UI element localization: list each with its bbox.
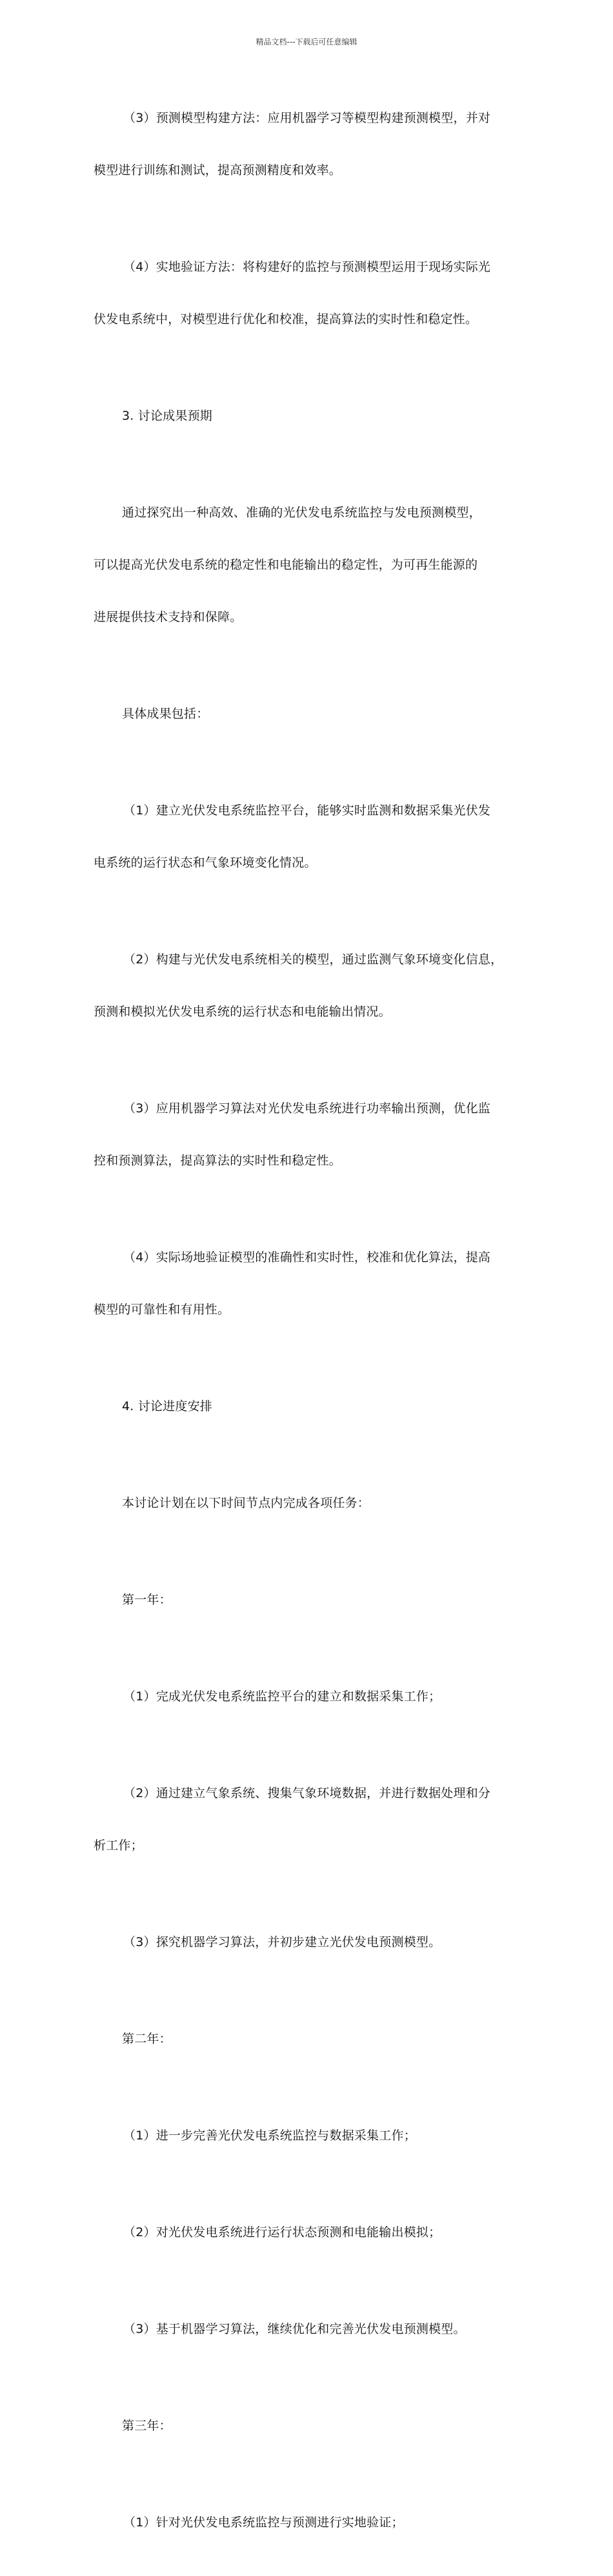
year1-task-1 — [94, 1653, 527, 1740]
paragraph-line: 析工作； — [94, 1838, 143, 1853]
paragraph-line: （2）对光伏发电系统进行运行状态预测和电能输出模拟； — [123, 2225, 441, 2239]
year1-task-2 — [94, 1750, 527, 1889]
document-body — [94, 75, 527, 2576]
paragraph-line: （1）针对光伏发电系统监控与预测进行实地验证； — [123, 2515, 404, 2530]
paragraph-line: 预测和模拟光伏发电系统的运行状态和电能输出情况。 — [94, 1005, 391, 1019]
paragraph-line: 通过探究出一种高效、准确的光伏发电系统监控与发电预测模型， — [122, 506, 481, 520]
year2-task-3 — [94, 2286, 527, 2373]
paragraph-line: 本讨论计划在以下时间节点内完成各项任务： — [122, 1496, 370, 1510]
paragraph-line: 可以提高光伏发电系统的稳定性和电能输出的稳定性，为可再生能源的 — [94, 558, 478, 572]
paragraph-line: （2）构建与光伏发电系统相关的模型，通过监测气象环境变化信息， — [123, 952, 503, 967]
year-heading-2 — [94, 1996, 527, 2083]
paragraph-schedule-intro — [94, 1460, 527, 1547]
section-heading-expected-results — [94, 373, 527, 460]
paragraph-line: 进展提供技术支持和保障。 — [94, 610, 243, 624]
year2-task-1 — [94, 2092, 527, 2179]
paragraph-line: （1）完成光伏发电系统监控平台的建立和数据采集工作； — [123, 1689, 441, 1704]
paragraph-line: （1）进一步完善光伏发电系统监控与数据采集工作； — [123, 2129, 416, 2143]
paragraph-line: （3）探究机器学习算法，并初步建立光伏发电预测模型。 — [123, 1935, 441, 1949]
paragraph-line: 伏发电系统中，对模型进行优化和校准，提高算法的实时性和稳定性。 — [94, 312, 478, 326]
paragraph-result-2 — [94, 916, 527, 1056]
year-label: 第三年： — [122, 2419, 172, 2433]
paragraph-result-1 — [94, 767, 527, 907]
year2-task-2 — [94, 2189, 527, 2276]
paragraph-line: （4）实地验证方法：将构建好的监控与预测模型运用于现场实际光 — [123, 260, 491, 274]
section-heading: 3. 讨论成果预期 — [122, 409, 212, 423]
paragraph-result-4 — [94, 1214, 527, 1353]
paragraph-line: 模型的可靠性和有用性。 — [94, 1303, 230, 1317]
paragraph-line: 模型进行训练和测试，提高预测精度和效率。 — [94, 163, 342, 177]
paragraph-line: （2）通过建立气象系统、搜集气象环境数据，并进行数据处理和分 — [123, 1786, 491, 1800]
paragraph-results-intro — [94, 469, 527, 661]
paragraph-method-3 — [94, 75, 527, 214]
page-header: 精品文档---下载后可任意编辑 — [256, 37, 357, 46]
year-heading-3 — [94, 2383, 527, 2470]
year1-task-3 — [94, 1899, 527, 1986]
paragraph-line: 具体成果包括： — [122, 707, 209, 721]
paragraph-line: 控和预测算法，提高算法的实时性和稳定性。 — [94, 1154, 342, 1168]
paragraph-line: 电系统的运行状态和气象环境变化情况。 — [94, 856, 317, 870]
paragraph-line: （4）实际场地验证模型的准确性和实时性，校准和优化算法，提高 — [123, 1250, 491, 1264]
paragraph-line: （1）建立光伏发电系统监控平台，能够实时监测和数据采集光伏发 — [123, 803, 491, 818]
year-label: 第二年： — [122, 2032, 172, 2046]
paragraph-method-4 — [94, 224, 527, 363]
section-heading: 4. 讨论进度安排 — [122, 1399, 212, 1413]
paragraph-line: （3）基于机器学习算法，继续优化和完善光伏发电预测模型。 — [123, 2322, 466, 2336]
section-heading-schedule — [94, 1363, 527, 1450]
paragraph-line: （3）预测模型构建方法：应用机器学习等模型构建预测模型，并对 — [123, 111, 491, 125]
paragraph-results-include — [94, 671, 527, 758]
paragraph-line: （3）应用机器学习算法对光伏发电系统进行功率输出预测，优化监 — [123, 1101, 491, 1116]
year-label: 第一年： — [122, 1593, 172, 1607]
year3-task-1 — [94, 2479, 527, 2566]
paragraph-result-3 — [94, 1065, 527, 1204]
year-heading-1 — [94, 1557, 527, 1644]
